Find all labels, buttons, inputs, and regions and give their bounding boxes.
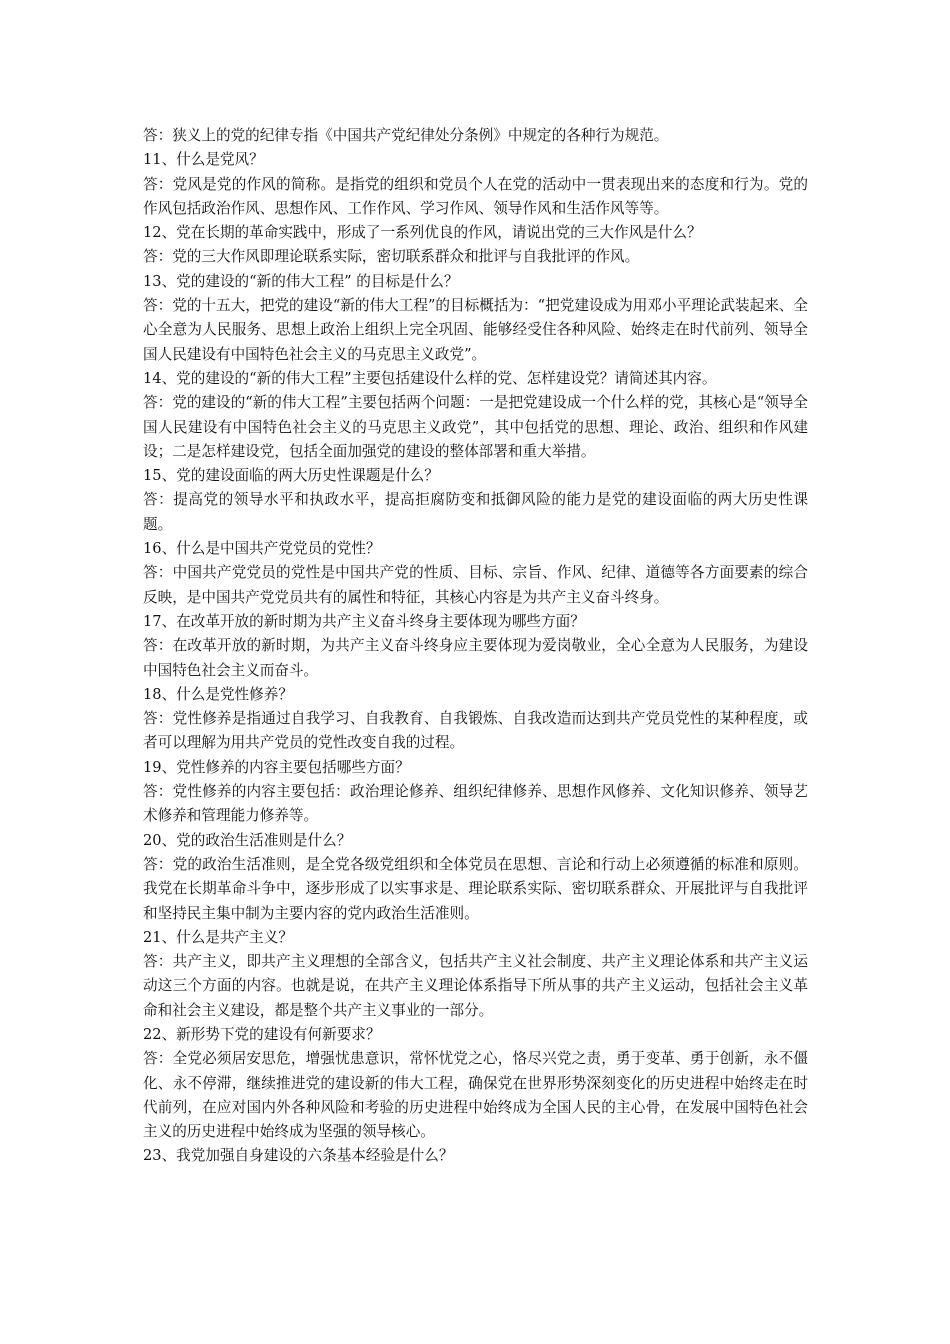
question-19: 19、党性修养的内容主要包括哪些方面？ (143, 758, 410, 776)
document-page (143, 124, 808, 1169)
answer-19: 答：党性修养的内容主要包括：政治理论修养、组织纪律修养、思想作风修养、文化知识修养、领导艺术修养和管理能力修养等。 (143, 783, 808, 825)
answer-14: 答：党的建设的“新的伟大工程”主要包括两个问题：一是把党建设成一个什么样的党，其核心是“领导全国人民建设有中国特色社会主义的马克思主义政党”，其中包括党的思想、理论、政治、组织和作风建设；二是怎样建设党，包括全面加强党的建设的整体部署和重大举措。 (143, 394, 808, 460)
question-18: 18、什么是党性修养？ (143, 685, 293, 703)
question-16: 16、什么是中国共产党党员的党性？ (143, 540, 381, 558)
question-12: 12、党在长期的革命实践中，形成了一系列优良的作风，请说出党的三大作风是什么？ (143, 224, 702, 242)
question-13: 13、党的建设的“新的伟大工程” 的目标是什么？ (143, 272, 459, 290)
answer-12: 答：党的三大作风即理论联系实际，密切联系群众和批评与自我批评的作风。 (143, 248, 640, 266)
answer-21: 答：共产主义，即共产主义理想的全部含义，包括共产主义社会制度、共产主义理论体系和共产主义运动这三个方面的内容。也就是说，在共产主义理论体系指导下所从事的共产主义运动，包括社会主义革命和社会主义建设，都是整个共产主义事业的一部分。 (143, 953, 808, 1019)
question-11: 11、什么是党风？ (143, 151, 264, 169)
answer-17: 答：在改革开放的新时期，为共产主义奋斗终身应主要体现为爱岗敬业，全心全意为人民服务，为建设中国特色社会主义而奋斗。 (143, 637, 808, 679)
answer-16: 答：中国共产党党员的党性是中国共产党的性质、目标、宗旨、作风、纪律、道德等各方面要素的综合反映，是中国共产党党员共有的属性和特征，其核心内容是为共产主义奋斗终身。 (143, 564, 808, 606)
question-17: 17、在改革开放的新时期为共产主义奋斗终身主要体现为哪些方面？ (143, 612, 585, 630)
answer-11: 答：党风是党的作风的简称。是指党的组织和党员个人在党的活动中一贯表现出来的态度和行为。党的作风包括政治作风、思想作风、工作作风、学习作风、领导作风和生活作风等等。 (143, 175, 808, 217)
question-23: 23、我党加强自身建设的六条基本经验是什么？ (143, 1147, 454, 1165)
question-14: 14、党的建设的“新的伟大工程”主要包括建设什么样的党、怎样建设党？请简述其内容。 (143, 369, 717, 387)
question-15: 15、党的建设面临的两大历史性课题是什么？ (143, 467, 439, 485)
question-21: 21、什么是共产主义？ (143, 928, 293, 946)
answer-13: 答：党的十五大，把党的建设“新的伟大工程”的目标概括为：“把党建设成为用邓小平理论武装起来、全心全意为人民服务、思想上政治上组织上完全巩固、能够经受住各种风险、始终走在时代前列、领导全国人民建设有中国特色社会主义的马克思主义政党”。 (143, 297, 808, 363)
answer-15: 答：提高党的领导水平和执政水平，提高拒腐防变和抵御风险的能力是党的建设面临的两大历史性课题。 (143, 491, 808, 533)
answer-22: 答：全党必须居安思危，增强忧患意识，常怀忧党之心，恪尽兴党之责，勇于变革、勇于创新，永不僵化、永不停滞，继续推进党的建设新的伟大工程，确保党在世界形势深刻变化的历史进程中始终走在时代前列，在应对国内外各种风险和考验的历史进程中始终成为全国人民的主心骨，在发展中国特色社会主义的历史进程中始终成为坚强的领导核心。 (143, 1050, 808, 1141)
answer-20: 答：党的政治生活准则，是全党各级党组织和全体党员在思想、言论和行动上必须遵循的标准和原则。我党在长期革命斗争中，逐步形成了以实事求是、理论联系实际、密切联系群众、开展批评与自我批评和坚持民主集中制为主要内容的党内政治生活准则。 (143, 855, 808, 922)
question-22: 22、新形势下党的建设有何新要求？ (143, 1025, 381, 1043)
answer-18: 答：党性修养是指通过自我学习、自我教育、自我锻炼、自我改造而达到共产党员党性的某种程度，或者可以理解为用共产党员的党性改变自我的过程。 (143, 710, 808, 752)
question-20: 20、党的政治生活准则是什么？ (143, 831, 352, 849)
answer-10: 答：狭义上的党的纪律专指《中国共产党纪律处分条例》中规定的各种行为规范。 (143, 127, 669, 144)
